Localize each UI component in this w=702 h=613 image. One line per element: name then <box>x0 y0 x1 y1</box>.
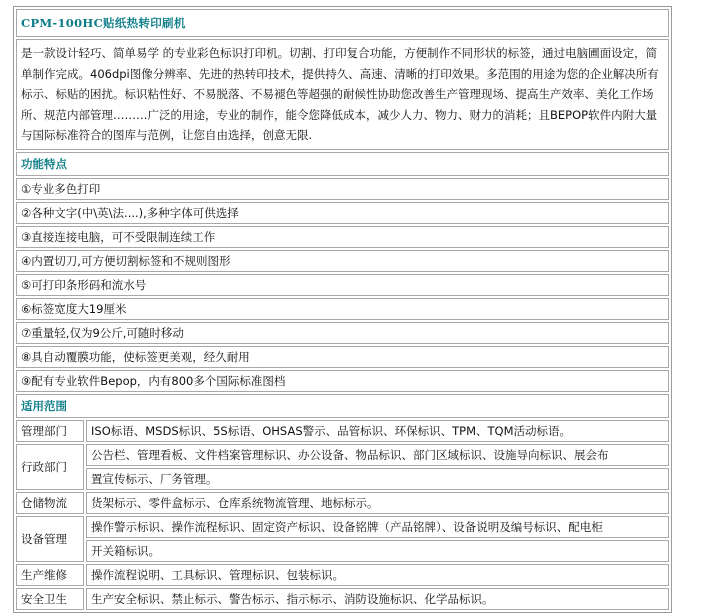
dept-label: 安全卫生 <box>16 588 84 610</box>
feature-item: ⑦重量轻,仅为9公斤,可随时移动 <box>16 322 669 344</box>
feature-item: ⑧具自动覆膜功能，使标签更美观，经久耐用 <box>16 346 669 368</box>
scope-text: ISO标语、MSDS标识、5S标语、OHSAS警示、品管标识、环保标识、TPM、TQM活动标语。 <box>86 420 669 442</box>
dept-label: 生产维修 <box>16 564 84 586</box>
scope-text: 操作警示标识、操作流程标识、固定资产标识、设备铭牌（产品铭牌）、设备说明及编号标识、配电柜 <box>86 516 669 538</box>
scope-row-management <box>16 420 669 442</box>
scope-text: 置宣传标示、厂务管理。 <box>86 468 669 490</box>
scope-text: 操作流程说明、工具标识、管理标识、包装标识。 <box>86 564 669 586</box>
product-intro: 是一款设计轻巧、简单易学 的专业彩色标识打印机。切割、打印复合功能，方便制作不同形状的标签，通过电脑圃面设定，简单制作完成。406dpi图像分辨率、先进的热转印技术，提供持久、高速、清晰的打印效果。多范围的用途为您的企业解决所有标示、标贴的困扰。标识粘性好、不易脱落、不易褪色等超强的耐候性协助您改善生产管理现场、提高生产效率、美化工作场所、规范内部管理………广泛的用途，专业的制作，能令您降低成本，减少人力、物力、财力的消耗；且BEPOP软件内附大量与国际标准符合的图库与范例，让您自由选择，创意无限. <box>16 39 669 150</box>
dept-label: 行政部门 <box>16 444 84 490</box>
scope-text: 开关箱标识。 <box>86 540 669 562</box>
scope-text: 生产安全标识、禁止标示、警告标示、指示标示、消防设施标识、化学品标识。 <box>86 588 669 610</box>
product-table <box>13 6 672 613</box>
dept-label: 管理部门 <box>16 420 84 442</box>
scope-text: 货架标示、零件盒标示、仓库系统物流管理、地标标示。 <box>86 492 669 514</box>
feature-item: ⑤可打印条形码和流水号 <box>16 274 669 296</box>
scope-row-logistics <box>16 492 669 514</box>
features-heading: 功能特点 <box>16 152 669 176</box>
scope-row-safety <box>16 588 669 610</box>
scope-row-equipment <box>16 516 669 538</box>
scope-row-maintenance <box>16 564 669 586</box>
feature-item: ⑥标签宽度大19厘米 <box>16 298 669 320</box>
dept-label: 设备管理 <box>16 516 84 562</box>
product-sheet <box>13 6 672 613</box>
feature-item: ③直接连接电脑，可不受限制连续工作 <box>16 226 669 248</box>
feature-item: ④内置切刀,可方便切割标签和不规则图形 <box>16 250 669 272</box>
dept-label: 仓储物流 <box>16 492 84 514</box>
scope-row-equipment-cont <box>16 540 669 562</box>
scope-row-admin-cont <box>16 468 669 490</box>
product-title: CPM-100HC贴纸热转印刷机 <box>16 9 669 37</box>
feature-item: ②各种文字(中\英\法....),多种字体可供选择 <box>16 202 669 224</box>
scope-row-admin <box>16 444 669 466</box>
feature-item: ①专业多色打印 <box>16 178 669 200</box>
scope-heading: 适用范围 <box>16 394 669 418</box>
feature-item: ⑨配有专业软件Bepop，内有800多个国际标准图档 <box>16 370 669 392</box>
scope-text: 公告栏、管理看板、文件档案管理标识、办公设备、物品标识、部门区域标识、设施导向标识、展会布 <box>86 444 669 466</box>
